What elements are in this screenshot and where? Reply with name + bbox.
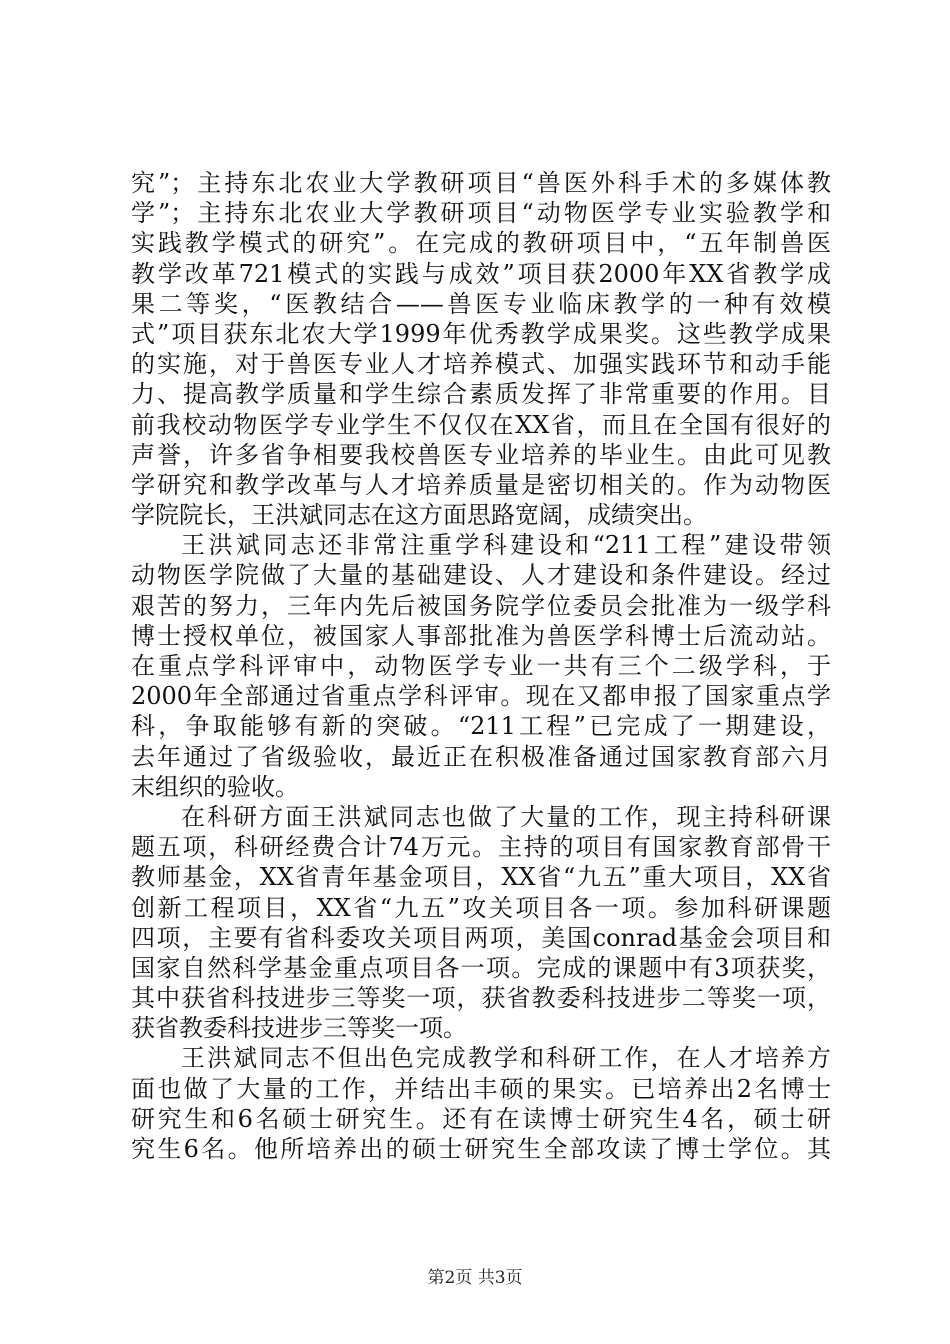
text-line: 去年通过了省级验收，最近正在积极准备通过国家教育部六月 [131,742,831,771]
paragraph-first-line: 王洪斌同志还非常注重学科建设和“211工程”建设带领 [181,531,831,560]
text-line: 艰苦的努力，三年内先后被国务院学位委员会批准为一级学科 [131,591,831,620]
text-line: 动物医学院做了大量的基础建设、人才建设和条件建设。经过 [131,561,831,590]
text-line: 在重点学科评审中，动物医学专业一共有三个二级学科，于 [131,652,831,680]
document-body [131,168,831,1164]
text-line: 四项，主要有省科委攻关项目两项，美国conrad基金会项目和 [131,923,831,952]
text-line: 教师基金，XX省青年基金项目，XX省“九五”重大项目，XX省 [131,863,831,892]
text-line: 究”；主持东北农业大学教研项目“兽医外科手术的多媒体教 [131,169,831,197]
text-line: 的实施，对于兽医专业人才培养模式、加强实践环节和动手能 [131,350,831,379]
text-line: 学”；主持东北农业大学教研项目“动物医学专业实验教学和 [131,199,831,228]
text-line: 研究生和6名硕士研究生。还有在读博士研究生4名，硕士研 [131,1104,831,1133]
text-line: 博士授权单位，被国家人事部批准为兽医学科博士后流动站。 [131,621,831,650]
text-line: 前我校动物医学专业学生不仅仅在XX省，而且在全国有很好的 [131,410,831,439]
text-line: 获省教委科技进步三等奖一项。 [131,1014,467,1043]
text-line: 国家自然科学基金重点项目各一项。完成的课题中有3项获奖， [131,953,831,982]
text-line: 其中获省科技进步三等奖一项，获省教委科技进步二等奖一项， [131,984,831,1013]
text-line: 学研究和教学改革与人才培养质量是密切相关的。作为动物医 [131,470,831,499]
paragraph-first-line: 王洪斌同志不但出色完成教学和科研工作，在人才培养方 [181,1044,831,1073]
text-line: 式”项目获东北农大学1999年优秀教学成果奖。这些教学成果 [131,319,831,348]
text-line: 2000年全部通过省重点学科评审。现在又都申报了国家重点学 [131,682,831,711]
text-line: 究生6名。他所培养出的硕士研究生全部攻读了博士学位。其 [131,1135,831,1163]
page-number-footer: 第2页 共3页 [427,1268,523,1288]
text-line: 末组织的验收。 [131,772,299,801]
paragraph-first-line: 在科研方面王洪斌同志也做了大量的工作，现主持科研课 [181,802,831,831]
text-line: 果二等奖，“医教结合——兽医专业临床教学的一种有效模 [131,289,831,318]
text-line: 教学改革721模式的实践与成效”项目获2000年XX省教学成 [131,259,831,288]
text-line: 科，争取能够有新的突破。“211工程”已完成了一期建设， [131,712,831,741]
text-line: 声誉，许多省争相要我校兽医专业培养的毕业生。由此可见教 [131,440,831,469]
text-line: 创新工程项目，XX省“九五”攻关项目各一项。参加科研课题 [131,893,831,922]
text-line: 力、提高教学质量和学生综合素质发挥了非常重要的作用。目 [131,380,831,409]
text-line: 面也做了大量的工作，并结出丰硕的果实。已培养出2名博士 [131,1074,831,1103]
text-line: 题五项，科研经费合计74万元。主持的项目有国家教育部骨干 [131,833,831,862]
text-line: 学院院长，王洪斌同志在这方面思路宽阔，成绩突出。 [131,501,707,530]
text-line: 实践教学模式的研究”。在完成的教研项目中，“五年制兽医 [131,229,831,258]
